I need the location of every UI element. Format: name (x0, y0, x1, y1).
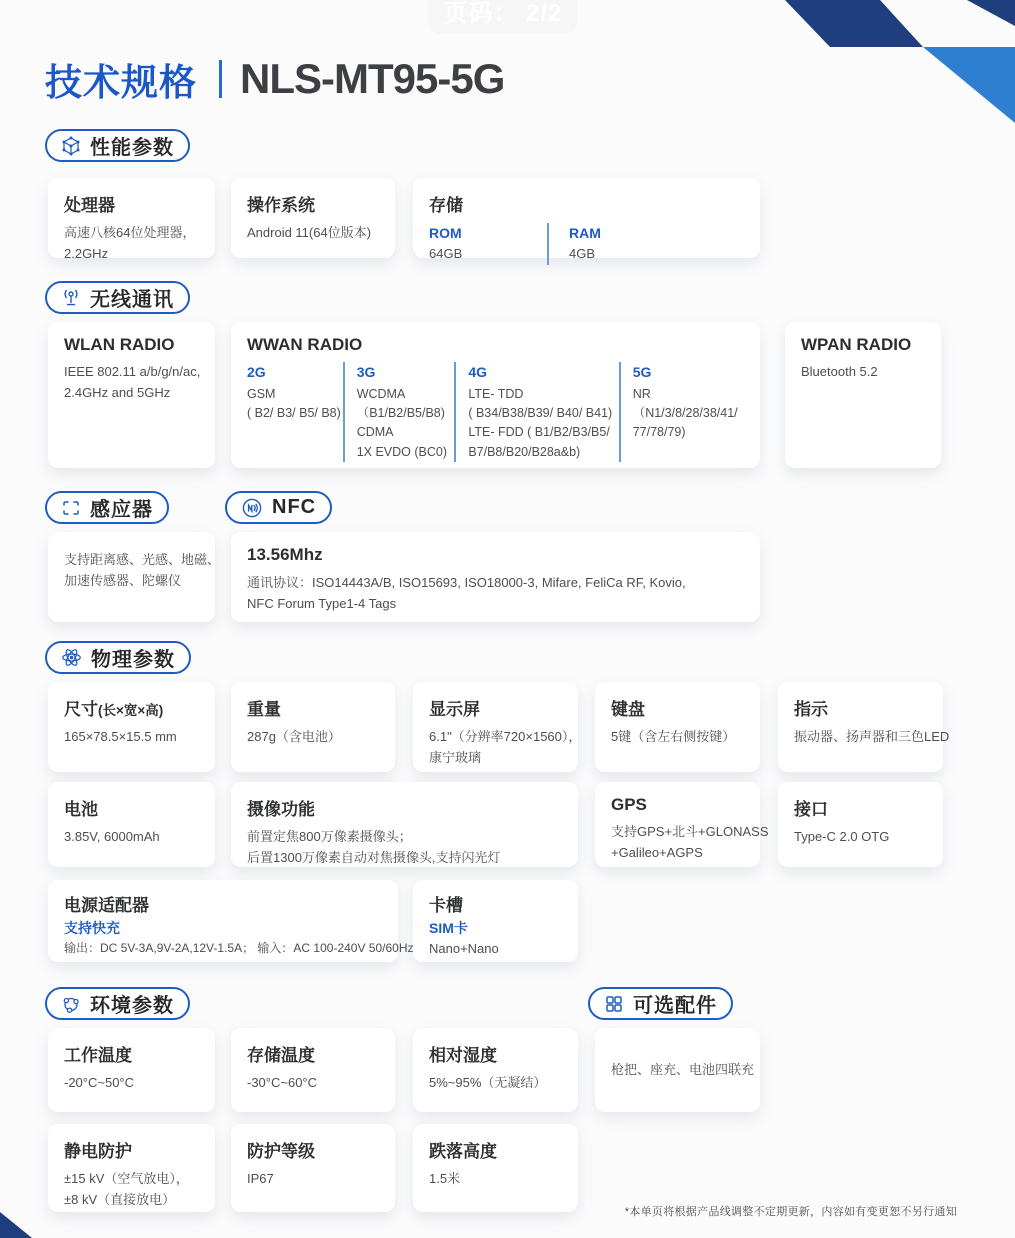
wwan-band-2g (247, 362, 343, 462)
section-pill-wireless (45, 281, 190, 314)
corner-ribbon-decoration (785, 0, 1015, 123)
text-line: NFC Forum Type1-4 Tags (247, 595, 397, 611)
text-line: 2.4GHz and 5GHz (64, 384, 171, 400)
rom-value: 64GB (429, 246, 463, 261)
nfc-frequency: 13.56Mhz (247, 545, 323, 564)
text-line: 支持GPS+北斗+GLONASS (611, 824, 769, 839)
text-line: LTE- TDD (468, 386, 524, 401)
footnote-disclaimer: *本单页将根据产品线调整不定期更新，内容如有变更恕不另行通知 (624, 1206, 957, 1218)
card-os (231, 178, 395, 258)
section-pill-nfc (225, 491, 332, 524)
section-label: 可选配件 (633, 995, 717, 1017)
card-value: 输出：DC 5V-3A,9V-2A,12V-1.5A； 输入：AC 100-240V 50/60Hz (64, 941, 414, 955)
card-title: 电源适配器 (64, 896, 149, 915)
cube-icon (61, 136, 81, 156)
text-line: （N1/3/8/28/38/41/ (632, 406, 738, 421)
section-pill-physical (45, 641, 191, 674)
card-value (64, 362, 199, 404)
card-value: 1.5米 (429, 1171, 461, 1186)
card-value: -20°C~50°C (64, 1075, 135, 1090)
card-title: 相对湿度 (429, 1046, 497, 1065)
section-label: NFC (272, 496, 317, 518)
card-title: 键盘 (611, 700, 645, 719)
text-line: ( B2/ B3/ B5/ B8) (247, 406, 341, 421)
text-line: B7/B8/B20/B28a&b) (468, 444, 581, 459)
card-value (247, 573, 744, 615)
text-line: 高速八核64位处理器， (64, 225, 196, 240)
text-line: 通讯协议：ISO14443A/B, ISO15693, ISO18000-3, Mifare, FeliCa RF, Kovio, (247, 575, 686, 590)
section-pill-accessories (588, 987, 733, 1020)
rom-label: ROM (429, 225, 462, 241)
card-value: -30°C~60°C (247, 1075, 318, 1090)
scan-frame-icon (61, 498, 81, 518)
text-line: 2.2GHz (64, 245, 109, 261)
card-title (64, 695, 199, 720)
card-value: IP67 (247, 1171, 274, 1186)
band-label: 3G (356, 364, 376, 380)
grid-icon (604, 994, 624, 1014)
card-keyboard (595, 682, 760, 772)
card-title: WPAN RADIO (801, 335, 912, 354)
wwan-band-4g (454, 362, 618, 462)
card-value: Type-C 2.0 OTG (794, 829, 890, 844)
section-label: 无线通讯 (90, 289, 174, 311)
nfc-icon (241, 497, 263, 519)
card-value: 枪把、座充、电池四联充 (611, 1061, 755, 1077)
card-camera (231, 782, 578, 867)
sim-label: SIM卡 (429, 920, 468, 936)
card-relative-humidity (413, 1028, 578, 1112)
wwan-band-5g (619, 362, 744, 462)
storage-rom (429, 223, 547, 265)
fast-charge-label: 支持快充 (64, 920, 120, 936)
card-ip-rating (231, 1124, 395, 1212)
text-line: CDMA (356, 425, 394, 440)
card-title: 工作温度 (64, 1046, 132, 1065)
card-dimensions (48, 682, 215, 772)
text-line: NR (632, 386, 651, 401)
text-line: 康宁玻璃 (429, 749, 482, 765)
card-indicator (778, 682, 950, 772)
card-battery (48, 782, 215, 867)
wwan-band-3g (343, 362, 455, 462)
card-title: 跌落高度 (429, 1142, 497, 1161)
card-title: 存储 (429, 196, 463, 215)
band-label: 5G (632, 364, 652, 380)
text-line: WCDMA (356, 386, 406, 401)
card-accessories (595, 1028, 760, 1112)
wwan-bands (247, 362, 744, 462)
card-interface (778, 782, 943, 867)
card-title: 卡槽 (429, 896, 463, 915)
card-title: 重量 (247, 700, 281, 719)
section-label: 感应器 (90, 499, 153, 521)
card-title: 操作系统 (247, 196, 315, 215)
text-line: 77/78/79) (632, 425, 686, 440)
card-value (64, 550, 221, 592)
storage-ram (549, 223, 601, 265)
card-value: 287g（含电池） (247, 729, 341, 744)
card-value (64, 223, 199, 265)
card-value: 165×78.5×15.5 mm (64, 729, 177, 744)
text-line: IEEE 802.11 a/b/g/n/ac, (64, 364, 201, 379)
card-title: 显示屏 (429, 700, 480, 719)
text-line: GSM (247, 386, 276, 401)
card-processor (48, 178, 215, 261)
card-value: 5键（含左右侧按键） (611, 729, 736, 744)
card-title: WWAN RADIO (247, 335, 363, 354)
ram-value: 4GB (569, 246, 596, 261)
card-sensors (48, 532, 221, 622)
card-title: 接口 (794, 800, 828, 819)
card-title: 静电防护 (64, 1142, 132, 1161)
text-line: LTE- FDD ( B1/B2/B3/B5/ (468, 425, 610, 440)
card-title: 摄像功能 (247, 800, 315, 819)
section-pill-sensors (45, 491, 169, 524)
storage-columns (429, 223, 744, 265)
card-title: 处理器 (64, 196, 115, 215)
atom-icon (61, 647, 82, 668)
card-title: 指示 (794, 700, 828, 719)
title-suffix: (长×宽×高) (98, 703, 164, 718)
section-pill-environment (45, 987, 190, 1020)
text-line: +Galileo+AGPS (611, 844, 703, 860)
card-wwan-radio (231, 322, 760, 468)
molecule-icon (61, 994, 81, 1014)
text-line: 加速传感器、陀螺仪 (64, 572, 182, 588)
card-wpan-radio (785, 322, 941, 468)
card-esd-protection (48, 1124, 215, 1212)
text-line: ( B34/B38/B39/ B40/ B41) (468, 406, 613, 421)
card-nfc (231, 532, 760, 622)
card-title: WLAN RADIO (64, 335, 175, 354)
card-storage (413, 178, 760, 261)
band-label: 2G (247, 364, 266, 380)
card-title: 电池 (64, 800, 98, 819)
card-value: Bluetooth 5.2 (801, 364, 878, 379)
section-label: 性能参数 (90, 137, 174, 159)
card-value (429, 727, 582, 769)
card-operating-temperature (48, 1028, 215, 1112)
text-line: 支持距离感、光感、地磁、 (64, 552, 221, 567)
title-divider (219, 60, 222, 98)
text-line: ±15 kV（空气放电）， (64, 1171, 189, 1186)
text-line: （B1/B2/B5/B8) (356, 406, 445, 421)
card-value: 3.85V, 6000mAh (64, 829, 160, 844)
card-title: 防护等级 (247, 1142, 315, 1161)
card-title: GPS (611, 795, 647, 814)
antenna-icon (61, 288, 81, 308)
card-value (64, 1169, 199, 1211)
card-gps (595, 782, 769, 867)
card-display (413, 682, 582, 772)
card-value: 5%~95%（无凝结） (429, 1075, 547, 1090)
product-model-title: NLS-MT95-5G (240, 55, 505, 102)
card-storage-temperature (231, 1028, 395, 1112)
card-value: Nano+Nano (429, 941, 499, 956)
section-label: 环境参数 (90, 995, 174, 1017)
title-main: 尺寸 (64, 700, 98, 719)
page-title: 技术规格 (45, 62, 197, 103)
card-value: Android 11(64位版本) (247, 225, 372, 240)
card-wlan-radio (48, 322, 215, 468)
card-value (247, 827, 562, 869)
text-line: 后置1300万像素自动对焦摄像头,支持闪光灯 (247, 849, 501, 865)
section-label: 物理参数 (91, 649, 175, 671)
card-drop-height (413, 1124, 578, 1212)
text-line: 6.1"（分辨率720×1560）， (429, 729, 582, 744)
card-weight (231, 682, 395, 772)
text-line: 1X EVDO (BC0) (356, 444, 447, 459)
card-value: 振动器、扬声器和三色LED (794, 729, 950, 744)
card-power-adapter (48, 880, 414, 962)
text-line: ±8 kV（直接放电） (64, 1191, 176, 1207)
page-number-badge: 页码： 2/2 (428, 0, 578, 34)
card-value (611, 822, 769, 864)
page-header (45, 52, 504, 106)
ram-label: RAM (569, 225, 601, 241)
corner-triangle-decoration (0, 1212, 32, 1238)
section-pill-performance (45, 129, 190, 162)
band-label: 4G (468, 364, 488, 380)
text-line: 前置定焦800万像素摄像头； (247, 829, 412, 844)
card-title: 存储温度 (247, 1046, 315, 1065)
card-card-slot (413, 880, 578, 962)
